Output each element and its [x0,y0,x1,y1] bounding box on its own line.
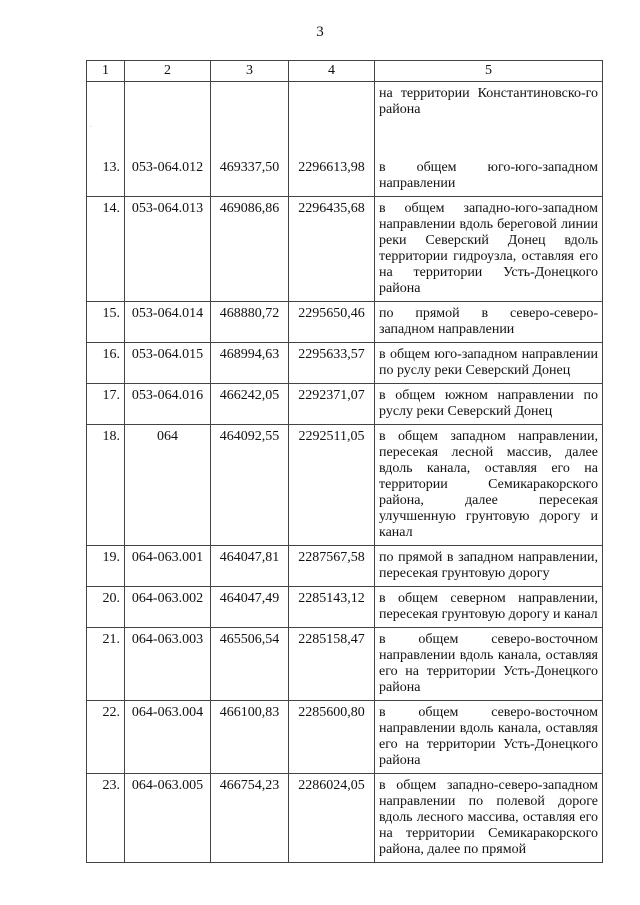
coordinate-x: 466242,05 [211,384,289,425]
scan-mark: · [90,124,92,130]
column-header-5: 5 [375,61,603,82]
coordinate-x: 464047,49 [211,587,289,628]
table-row [87,425,603,546]
point-code: 064-063.002 [125,587,211,628]
column-header-4: 4 [289,61,375,82]
column-header-3: 3 [211,61,289,82]
coordinate-x: 468880,72 [211,302,289,343]
boundary-description: в общем юго-юго-западном направлении [375,122,603,197]
table-header-row [87,61,603,82]
table-row [87,384,603,425]
point-code: 064-063.001 [125,546,211,587]
row-number: 17. [87,384,125,425]
row-number: 16. [87,343,125,384]
point-code: 064 [125,425,211,546]
table-row [87,343,603,384]
boundary-description: по прямой в западном направлении, пересекая грунтовую дорогу [375,546,603,587]
coordinate-x: 465506,54 [211,628,289,701]
point-code: 064-063.003 [125,628,211,701]
coordinate-x: 468994,63 [211,343,289,384]
row-number: 20. [87,587,125,628]
table-row [87,122,603,197]
coordinate-y: 2296435,68 [289,197,375,302]
coordinate-x: 464092,55 [211,425,289,546]
table-row [87,628,603,701]
table-row [87,774,603,863]
coordinate-x: 466754,23 [211,774,289,863]
page-number: 3 [316,24,324,40]
row-number: 13. [87,122,125,197]
coordinate-y: 2296613,98 [289,122,375,197]
boundary-description: в общем северо-восточном направлении вдоль канала, оставляя его на территории Усть-Донецкого района [375,628,603,701]
point-code: 053-064.015 [125,343,211,384]
row-number: 22. [87,701,125,774]
boundary-description: в общем северо-восточном направлении вдоль канала, оставляя его на территории Усть-Донецкого района [375,701,603,774]
point-code: 064-063.004 [125,701,211,774]
continuation-row [87,82,603,123]
boundary-description: в общем западном направлении, пересекая лесной массив, далее вдоль канала, оставляя его на территории Семикаракорского района, далее пересекая улучшенную грунтовую дорогу и канал [375,425,603,546]
boundary-description: в общем северном направлении, пересекая грунтовую дорогу и канал [375,587,603,628]
coordinate-x: 464047,81 [211,546,289,587]
coordinate-y: 2285600,80 [289,701,375,774]
boundary-description: в общем западно-северо-западном направлении по полевой дороге вдоль лесного массива, оставляя его на территории Семикаракорского района, далее по прямой [375,774,603,863]
boundary-points-table [86,60,603,863]
table-row [87,701,603,774]
column-header-1: 1 [87,61,125,82]
row-number: 15. [87,302,125,343]
row-number: 23. [87,774,125,863]
point-code: 053-064.012 [125,122,211,197]
coordinate-x: 466100,83 [211,701,289,774]
table-row [87,302,603,343]
boundary-description: в общем юго-западном направлении по руслу реки Северский Донец [375,343,603,384]
coordinate-x: 469086,86 [211,197,289,302]
row-number: 14. [87,197,125,302]
row-number: 21. [87,628,125,701]
table-row [87,197,603,302]
boundary-description: по прямой в северо-северо-западном направлении [375,302,603,343]
table-row [87,587,603,628]
coordinate-y: 2285158,47 [289,628,375,701]
coordinate-y: 2285143,12 [289,587,375,628]
point-code: 053-064.016 [125,384,211,425]
table-row [87,546,603,587]
continuation-text: на территории Константиновско-го района [375,82,603,123]
coordinate-y: 2287567,58 [289,546,375,587]
boundary-description: в общем западно-юго-западном направлении вдоль береговой линии реки Северский Донец вдоль территории гидроузла, оставляя его на территории Усть-Донецкого района [375,197,603,302]
coordinate-y: 2292371,07 [289,384,375,425]
point-code: 053-064.014 [125,302,211,343]
column-header-2: 2 [125,61,211,82]
row-number: 19. [87,546,125,587]
coordinate-y: 2295650,46 [289,302,375,343]
coordinate-x: 469337,50 [211,122,289,197]
row-number: 18. [87,425,125,546]
coordinate-y: 2295633,57 [289,343,375,384]
coordinate-y: 2286024,05 [289,774,375,863]
point-code: 053-064.013 [125,197,211,302]
boundary-description: в общем южном направлении по руслу реки Северский Донец [375,384,603,425]
point-code: 064-063.005 [125,774,211,863]
coordinate-y: 2292511,05 [289,425,375,546]
